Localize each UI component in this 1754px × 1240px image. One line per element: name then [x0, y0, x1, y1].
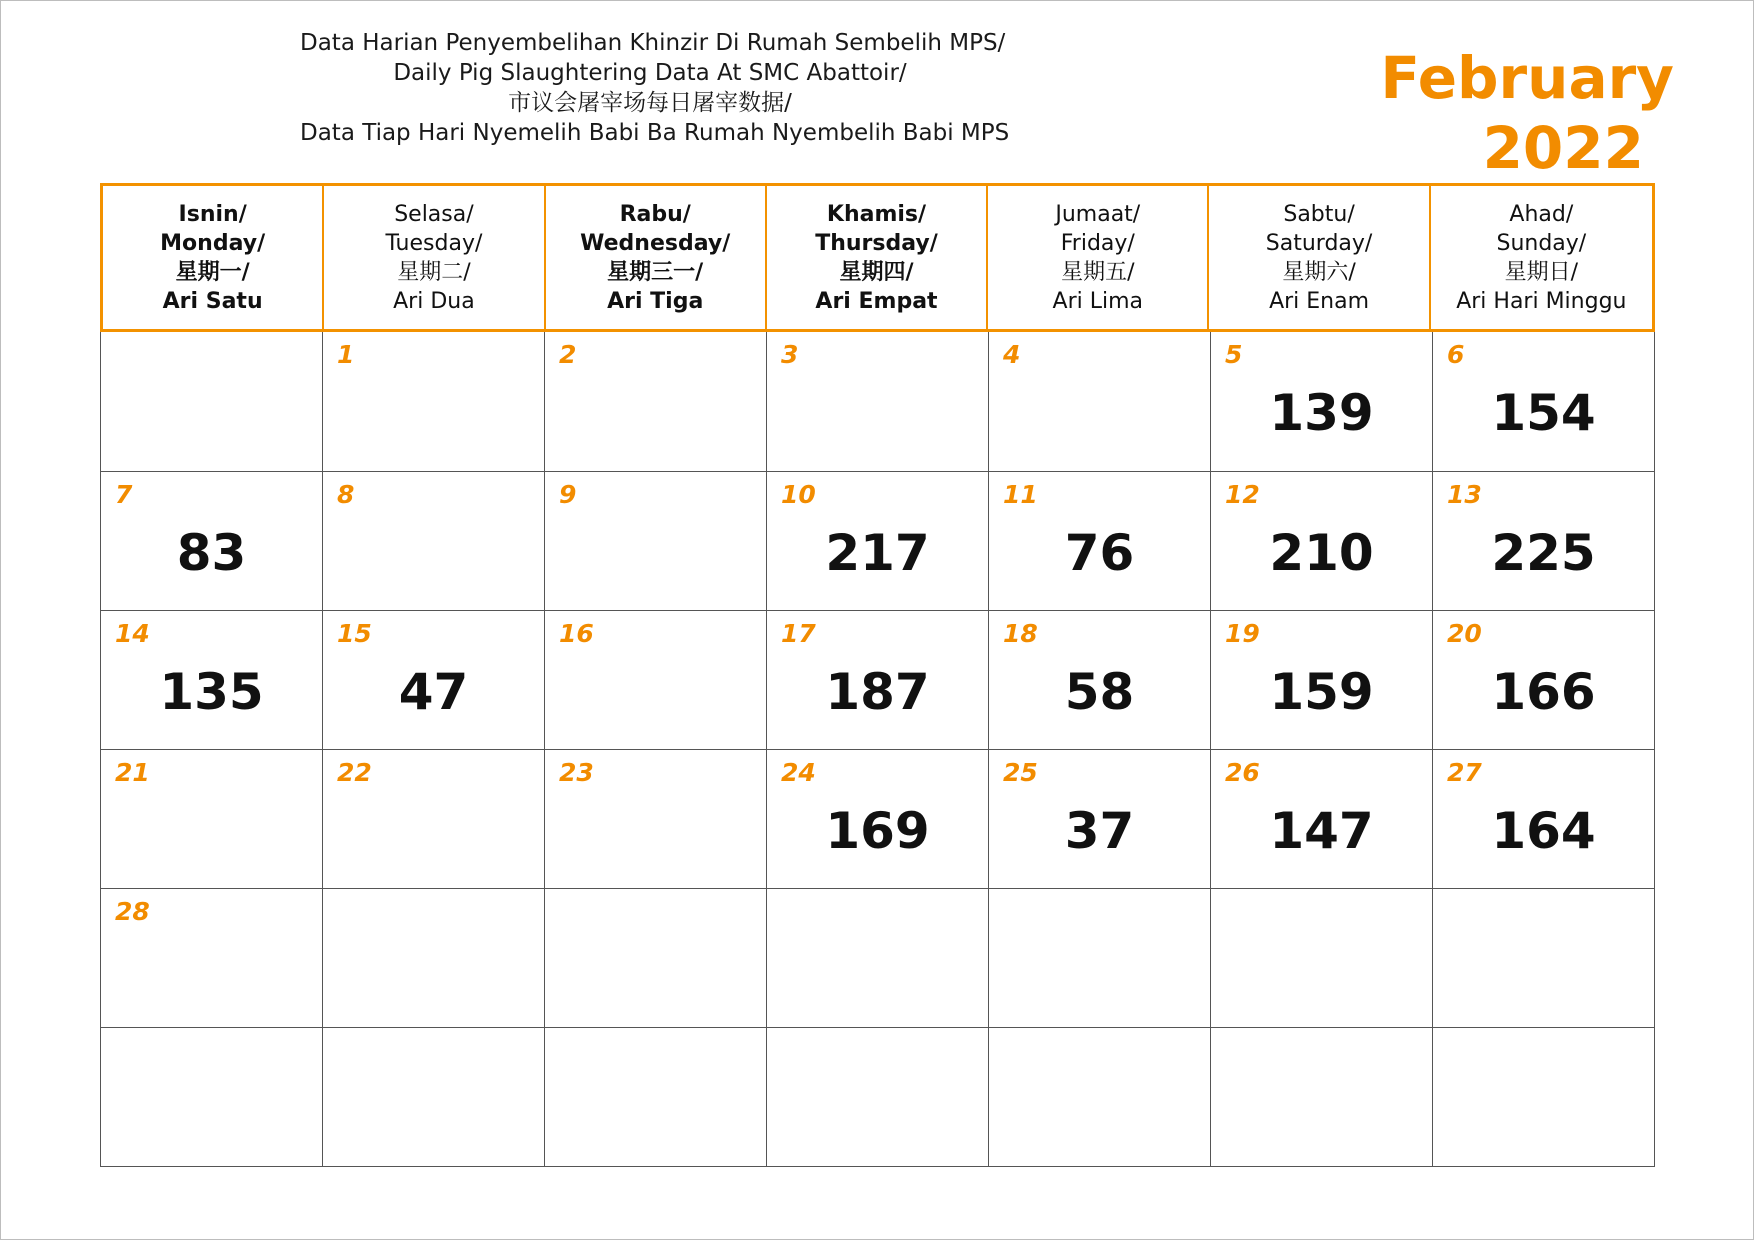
slaughter-count: 76: [1064, 524, 1135, 582]
calendar-day-cell: [323, 749, 545, 888]
day-number: 13: [1447, 480, 1482, 509]
calendar-day-cell: [1433, 749, 1655, 888]
calendar-day-cell: [323, 471, 545, 610]
weekday-header-line: Thursday/: [815, 230, 938, 256]
slaughter-count: 166: [1491, 663, 1596, 721]
weekday-header-line: Ari Tiga: [607, 288, 704, 314]
slaughter-count: 164: [1491, 802, 1596, 860]
month-label: February: [1380, 44, 1674, 112]
slaughter-count: 47: [398, 663, 469, 721]
day-number: 12: [1225, 480, 1260, 509]
weekday-header-line: Ahad/: [1509, 201, 1574, 227]
weekday-header-line: Friday/: [1060, 230, 1135, 256]
calendar-day-cell: [545, 471, 767, 610]
calendar-day-cell: [1211, 1027, 1433, 1166]
calendar-day-cell: [545, 888, 767, 1027]
day-number: 26: [1225, 758, 1260, 787]
weekday-header-line: Sunday/: [1496, 230, 1587, 256]
weekday-header-line: Tuesday/: [385, 230, 483, 256]
weekday-header-line: Ari Enam: [1269, 288, 1370, 314]
calendar-day-cell: [989, 888, 1211, 1027]
weekday-header-row: [100, 183, 1655, 332]
month-year-heading: [1380, 44, 1674, 184]
slaughter-count: 135: [159, 663, 264, 721]
weekday-header-line: Sabtu/: [1283, 201, 1355, 227]
day-number: 8: [337, 480, 355, 509]
slaughter-count: 37: [1064, 802, 1135, 860]
day-number: 7: [115, 480, 133, 509]
year-label: 2022: [1482, 114, 1644, 182]
weekday-header-tuesday: [324, 186, 545, 329]
day-number: 3: [781, 340, 799, 369]
slaughter-count: 217: [825, 524, 930, 582]
calendar-day-cell: [545, 749, 767, 888]
day-number: 22: [337, 758, 372, 787]
calendar-day-cell: [767, 749, 989, 888]
calendar-day-cell: [767, 471, 989, 610]
slaughter-count: 187: [825, 663, 930, 721]
weekday-header-line: 星期五/: [1061, 259, 1135, 285]
slaughter-count: 154: [1491, 384, 1596, 442]
day-number: 16: [559, 619, 594, 648]
title-line-iban: Data Tiap Hari Nyemelih Babi Ba Rumah Nyembelih Babi MPS: [300, 120, 1010, 146]
weekday-header-line: Ari Satu: [162, 288, 263, 314]
calendar-day-cell: [323, 610, 545, 749]
calendar-day-cell: [1211, 888, 1433, 1027]
calendar-day-cell: [101, 610, 323, 749]
weekday-header-line: Ari Hari Minggu: [1456, 288, 1627, 314]
calendar-grid: [100, 332, 1655, 1167]
calendar-day-cell: [545, 1027, 767, 1166]
weekday-header-line: Monday/: [160, 230, 266, 256]
calendar-day-cell: [101, 888, 323, 1027]
day-number: 17: [781, 619, 816, 648]
weekday-header-monday: [103, 186, 324, 329]
calendar-day-cell: [1211, 610, 1433, 749]
weekday-header-thursday: [767, 186, 988, 329]
weekday-header-line: 星期四/: [839, 259, 914, 285]
calendar-day-cell: [767, 610, 989, 749]
slaughter-count: 58: [1064, 663, 1135, 721]
day-number: 15: [337, 619, 372, 648]
calendar-day-cell: [1433, 471, 1655, 610]
day-number: 14: [115, 619, 150, 648]
day-number: 19: [1225, 619, 1260, 648]
day-number: 11: [1003, 480, 1038, 509]
weekday-header-line: Saturday/: [1265, 230, 1373, 256]
weekday-header-line: Isnin/: [178, 201, 247, 227]
calendar-day-cell: [989, 1027, 1211, 1166]
calendar-day-cell: [989, 332, 1211, 471]
slaughter-count: 83: [176, 524, 247, 582]
calendar-day-cell: [989, 610, 1211, 749]
weekday-header-line: 星期三一/: [607, 259, 704, 285]
day-number: 20: [1447, 619, 1482, 648]
calendar-day-cell: [323, 1027, 545, 1166]
calendar-day-cell: [767, 1027, 989, 1166]
calendar-day-cell: [767, 332, 989, 471]
day-number: 21: [115, 758, 150, 787]
calendar-day-cell: [101, 749, 323, 888]
day-number: 4: [1003, 340, 1021, 369]
day-number: 18: [1003, 619, 1038, 648]
day-number: 9: [559, 480, 577, 509]
calendar-day-cell: [1433, 888, 1655, 1027]
day-number: 10: [781, 480, 816, 509]
day-number: 25: [1003, 758, 1038, 787]
slaughter-count: 139: [1269, 384, 1374, 442]
calendar-day-cell: [1211, 749, 1433, 888]
calendar-day-cell: [1211, 471, 1433, 610]
weekday-header-line: 星期一/: [175, 259, 250, 285]
calendar-day-cell: [1433, 332, 1655, 471]
title-line-chinese: 市议会屠宰场每日屠宰数据/: [508, 90, 792, 116]
calendar-day-cell: [1433, 1027, 1655, 1166]
calendar-day-cell: [101, 332, 323, 471]
calendar-day-cell: [545, 332, 767, 471]
day-number: 24: [781, 758, 816, 787]
calendar-day-cell: [1433, 610, 1655, 749]
weekday-header-line: 星期二/: [397, 259, 471, 285]
day-number: 23: [559, 758, 594, 787]
weekday-header-line: 星期六/: [1282, 259, 1356, 285]
calendar-day-cell: [1211, 332, 1433, 471]
weekday-header-line: Rabu/: [619, 201, 691, 227]
calendar-day-cell: [767, 888, 989, 1027]
weekday-header-saturday: [1209, 186, 1430, 329]
weekday-header-line: 星期日/: [1504, 259, 1579, 285]
slaughter-count: 147: [1269, 802, 1374, 860]
weekday-header-friday: [988, 186, 1209, 329]
calendar-day-cell: [989, 749, 1211, 888]
weekday-header-line: Wednesday/: [580, 230, 731, 256]
day-number: 5: [1225, 340, 1243, 369]
title-line-malay: Data Harian Penyembelihan Khinzir Di Rumah Sembelih MPS/: [300, 30, 1006, 56]
weekday-header-line: Jumaat/: [1055, 201, 1141, 227]
title-line-english: Daily Pig Slaughtering Data At SMC Abattoir/: [393, 60, 907, 86]
weekday-header-line: Selasa/: [394, 201, 474, 227]
calendar-day-cell: [101, 1027, 323, 1166]
day-number: 1: [337, 340, 355, 369]
day-number: 6: [1447, 340, 1465, 369]
weekday-header-line: Ari Lima: [1052, 288, 1144, 314]
slaughter-count: 159: [1269, 663, 1374, 721]
day-number: 2: [559, 340, 577, 369]
weekday-header-line: Ari Empat: [815, 288, 938, 314]
weekday-header-sunday: [1431, 186, 1652, 329]
calendar-day-cell: [101, 471, 323, 610]
calendar: [100, 183, 1655, 1165]
calendar-day-cell: [323, 888, 545, 1027]
day-number: 28: [115, 897, 150, 926]
slaughter-count: 210: [1269, 524, 1374, 582]
day-number: 27: [1447, 758, 1482, 787]
slaughter-count: 225: [1491, 524, 1596, 582]
weekday-header-wednesday: [546, 186, 767, 329]
slaughter-count: 169: [825, 802, 930, 860]
weekday-header-line: Ari Dua: [393, 288, 475, 314]
calendar-day-cell: [323, 332, 545, 471]
calendar-day-cell: [989, 471, 1211, 610]
document-title: [300, 28, 1010, 148]
weekday-header-line: Khamis/: [826, 201, 927, 227]
calendar-day-cell: [545, 610, 767, 749]
